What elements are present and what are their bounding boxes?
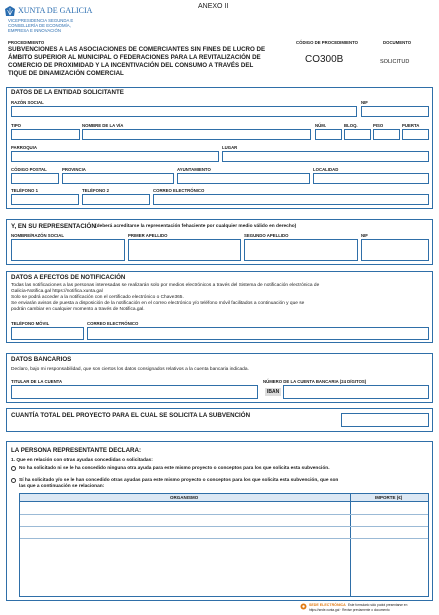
label-lugar: LUGAR	[222, 145, 238, 150]
annex-label: ANEXO II	[198, 3, 229, 10]
nombre-field[interactable]	[11, 239, 125, 261]
label-ayuntamiento: AYUNTAMIENTO	[177, 167, 211, 172]
telefono-movil-field[interactable]	[11, 327, 84, 340]
label-puerta: PUERTA	[402, 123, 420, 128]
label-num: NÚM.	[315, 123, 326, 128]
correo-field[interactable]	[153, 194, 429, 205]
label-notif-correo: CORREO ELECTRÓNICO	[87, 321, 139, 326]
bank-section	[6, 353, 433, 403]
applicant-section	[6, 87, 433, 209]
codigo-postal-field[interactable]	[11, 173, 59, 184]
label-via: NOMBRE DE LA VÍA	[82, 123, 124, 128]
nif-field[interactable]	[361, 106, 429, 117]
provincia-field[interactable]	[62, 173, 174, 184]
notification-line-5: podrán cambiar en cualquier momento a través de Notifica.gal.	[11, 307, 145, 312]
piso-field[interactable]	[373, 129, 400, 140]
footer	[300, 602, 436, 614]
document-label: DOCUMENTO	[383, 40, 412, 45]
aid-table	[19, 493, 429, 597]
logo-title: XUNTA DE GALICIA	[18, 6, 93, 15]
sede-logo-icon	[300, 603, 307, 610]
procedure-code-label: CÓDIGO DE PROCEDIMIENTO	[296, 40, 358, 45]
logo-line-3: EMPRESA E INNOVACIÓN	[8, 28, 61, 33]
document-type: SOLICITUD	[380, 59, 410, 65]
telefono-2-field[interactable]	[82, 194, 150, 205]
shell-icon	[4, 5, 16, 17]
razon-social-field[interactable]	[11, 106, 357, 117]
ayuntamiento-field[interactable]	[177, 173, 310, 184]
label-bloq: BLOQ.	[344, 123, 358, 128]
notification-section	[6, 271, 433, 343]
via-field[interactable]	[82, 129, 311, 140]
puerta-field[interactable]	[402, 129, 429, 140]
label-telefono-1: TELÉFONO 1	[11, 188, 38, 193]
label-provincia: PROVINCIA	[62, 167, 86, 172]
label-telefono-movil: TELÉFONO MÓVIL	[11, 321, 50, 326]
lugar-field[interactable]	[222, 151, 429, 162]
label-tipo: TIPO	[11, 123, 22, 128]
applicant-title: DATOS DE LA ENTIDAD SOLICITANTE	[11, 89, 124, 96]
declares-point-1: 1. Que en relación con otras ayudas concedidas o solicitadas:	[11, 458, 153, 463]
tipo-field[interactable]	[11, 129, 80, 140]
label-segundo-apellido: SEGUNDO APELLIDO	[244, 233, 289, 238]
iban-field[interactable]	[283, 385, 429, 399]
procedure-code: CO300B	[305, 54, 344, 65]
label-nif: NIF	[361, 100, 368, 105]
label-rep-nif: NIF	[361, 233, 368, 238]
label-titular: TITULAR DE LA CUENTA	[11, 379, 63, 384]
representative-note: (deberá acreditarse la representación fehaciente por cualquier medio válido en derecho)	[95, 224, 297, 229]
aid-table-header	[20, 494, 428, 502]
notification-line-4: Se enviarán avisos de puesta a disposición de la notificación en el correo electrónico y/o teléfono móvil facilitados a continuación y que se	[11, 301, 305, 306]
label-correo: CORREO ELECTRÓNICO	[153, 188, 205, 193]
segundo-apellido-field[interactable]	[244, 239, 358, 261]
notification-line-2: Galicia-Notifica.gal https://notifica.xunta.gal	[11, 289, 103, 294]
label-nombre: NOMBRE/RAZÓN SOCIAL	[11, 233, 64, 238]
declares-section	[6, 441, 433, 601]
parroquia-field[interactable]	[11, 151, 219, 162]
label-razon-social: RAZÓN SOCIAL	[11, 100, 44, 105]
procedure-label: PROCEDIMIENTO	[8, 40, 45, 45]
localidad-field[interactable]	[313, 173, 429, 184]
other-aid-label-2: las que a continuación se relacionan:	[19, 484, 105, 489]
col-importe: IMPORTE (€)	[375, 495, 403, 500]
telefono-1-field[interactable]	[11, 194, 79, 205]
label-parroquia: PARROQUIA	[11, 145, 37, 150]
logo-line-2: CONSELLERÍA DE ECONOMÍA,	[8, 23, 71, 28]
other-aid-label-1: Sí ha solicitado y/o se le han concedido otras ayudas para este mismo proyecto o conceptos para los que solicita esta subvención, que son	[19, 478, 339, 483]
aid-table-row[interactable]	[20, 526, 428, 527]
rep-nif-field[interactable]	[361, 239, 429, 261]
aid-table-row[interactable]	[20, 514, 428, 515]
label-numero-cuenta: NÚMERO DE LA CUENTA BANCARIA (24 DÍGITOS)	[263, 379, 367, 384]
label-piso: PISO	[373, 123, 384, 128]
declares-title: LA PERSONA REPRESENTANTE DECLARA:	[11, 447, 142, 454]
representative-title: Y, EN SU REPRESENTACIÓN	[11, 223, 96, 230]
notification-line-1: Todas las notificaciones a las personas interesadas se realizarán solo por medios electrónicos a través del Sistema de notificación electrónica de	[11, 283, 320, 288]
label-codigo-postal: CÓDIGO POSTAL	[11, 167, 47, 172]
primer-apellido-field[interactable]	[128, 239, 241, 261]
label-primer-apellido: PRIMER APELLIDO	[128, 233, 168, 238]
bank-title: DATOS BANCARIOS	[11, 356, 72, 363]
label-localidad: LOCALIDAD	[313, 167, 339, 172]
iban-label: IBAN	[267, 389, 280, 395]
notification-line-3: Solo se podrá acceder a la notificación con el certificado electrónico o Chave365.	[11, 295, 184, 300]
logo-line-1: VICEPRESIDENCIA SEGUNDA E	[8, 18, 74, 23]
xunta-logo	[4, 4, 124, 36]
no-other-aid-label: No ha solicitado ni se le ha concedido ninguna otra ayuda para este mismo proyecto o conceptos para los que solicita esta subvención.	[19, 466, 330, 471]
representative-section	[6, 219, 433, 265]
notif-correo-field[interactable]	[87, 327, 429, 340]
bloq-field[interactable]	[344, 129, 371, 140]
aid-table-divider	[350, 494, 351, 596]
total-field[interactable]	[341, 413, 429, 427]
num-field[interactable]	[315, 129, 342, 140]
notification-title: DATOS A EFECTOS DE NOTIFICACIÓN	[11, 274, 126, 281]
no-other-aid-radio[interactable]	[11, 466, 16, 471]
bank-declaration: Declaro, bajo mi responsabilidad, que son ciertos los datos consignados relativos a la cuenta bancaria indicada.	[11, 367, 249, 372]
footer-brand: SEDE ELECTRÓNICA	[309, 603, 346, 607]
label-telefono-2: TELÉFONO 2	[82, 188, 109, 193]
footer-line-2: https://sede.xunta.gal · Revise previamente o documento	[309, 608, 390, 612]
other-aid-radio[interactable]	[11, 478, 16, 483]
col-organismo: ORGANISMO	[170, 495, 199, 500]
titular-field[interactable]	[11, 385, 258, 399]
footer-line-1: Este formulario sólo podrá presentarse en	[348, 603, 408, 607]
total-title: CUANTÍA TOTAL DEL PROYECTO PARA EL CUAL SE SOLICITA LA SUBVENCIÓN	[11, 412, 251, 419]
aid-table-row[interactable]	[20, 538, 428, 539]
total-section	[6, 408, 433, 432]
